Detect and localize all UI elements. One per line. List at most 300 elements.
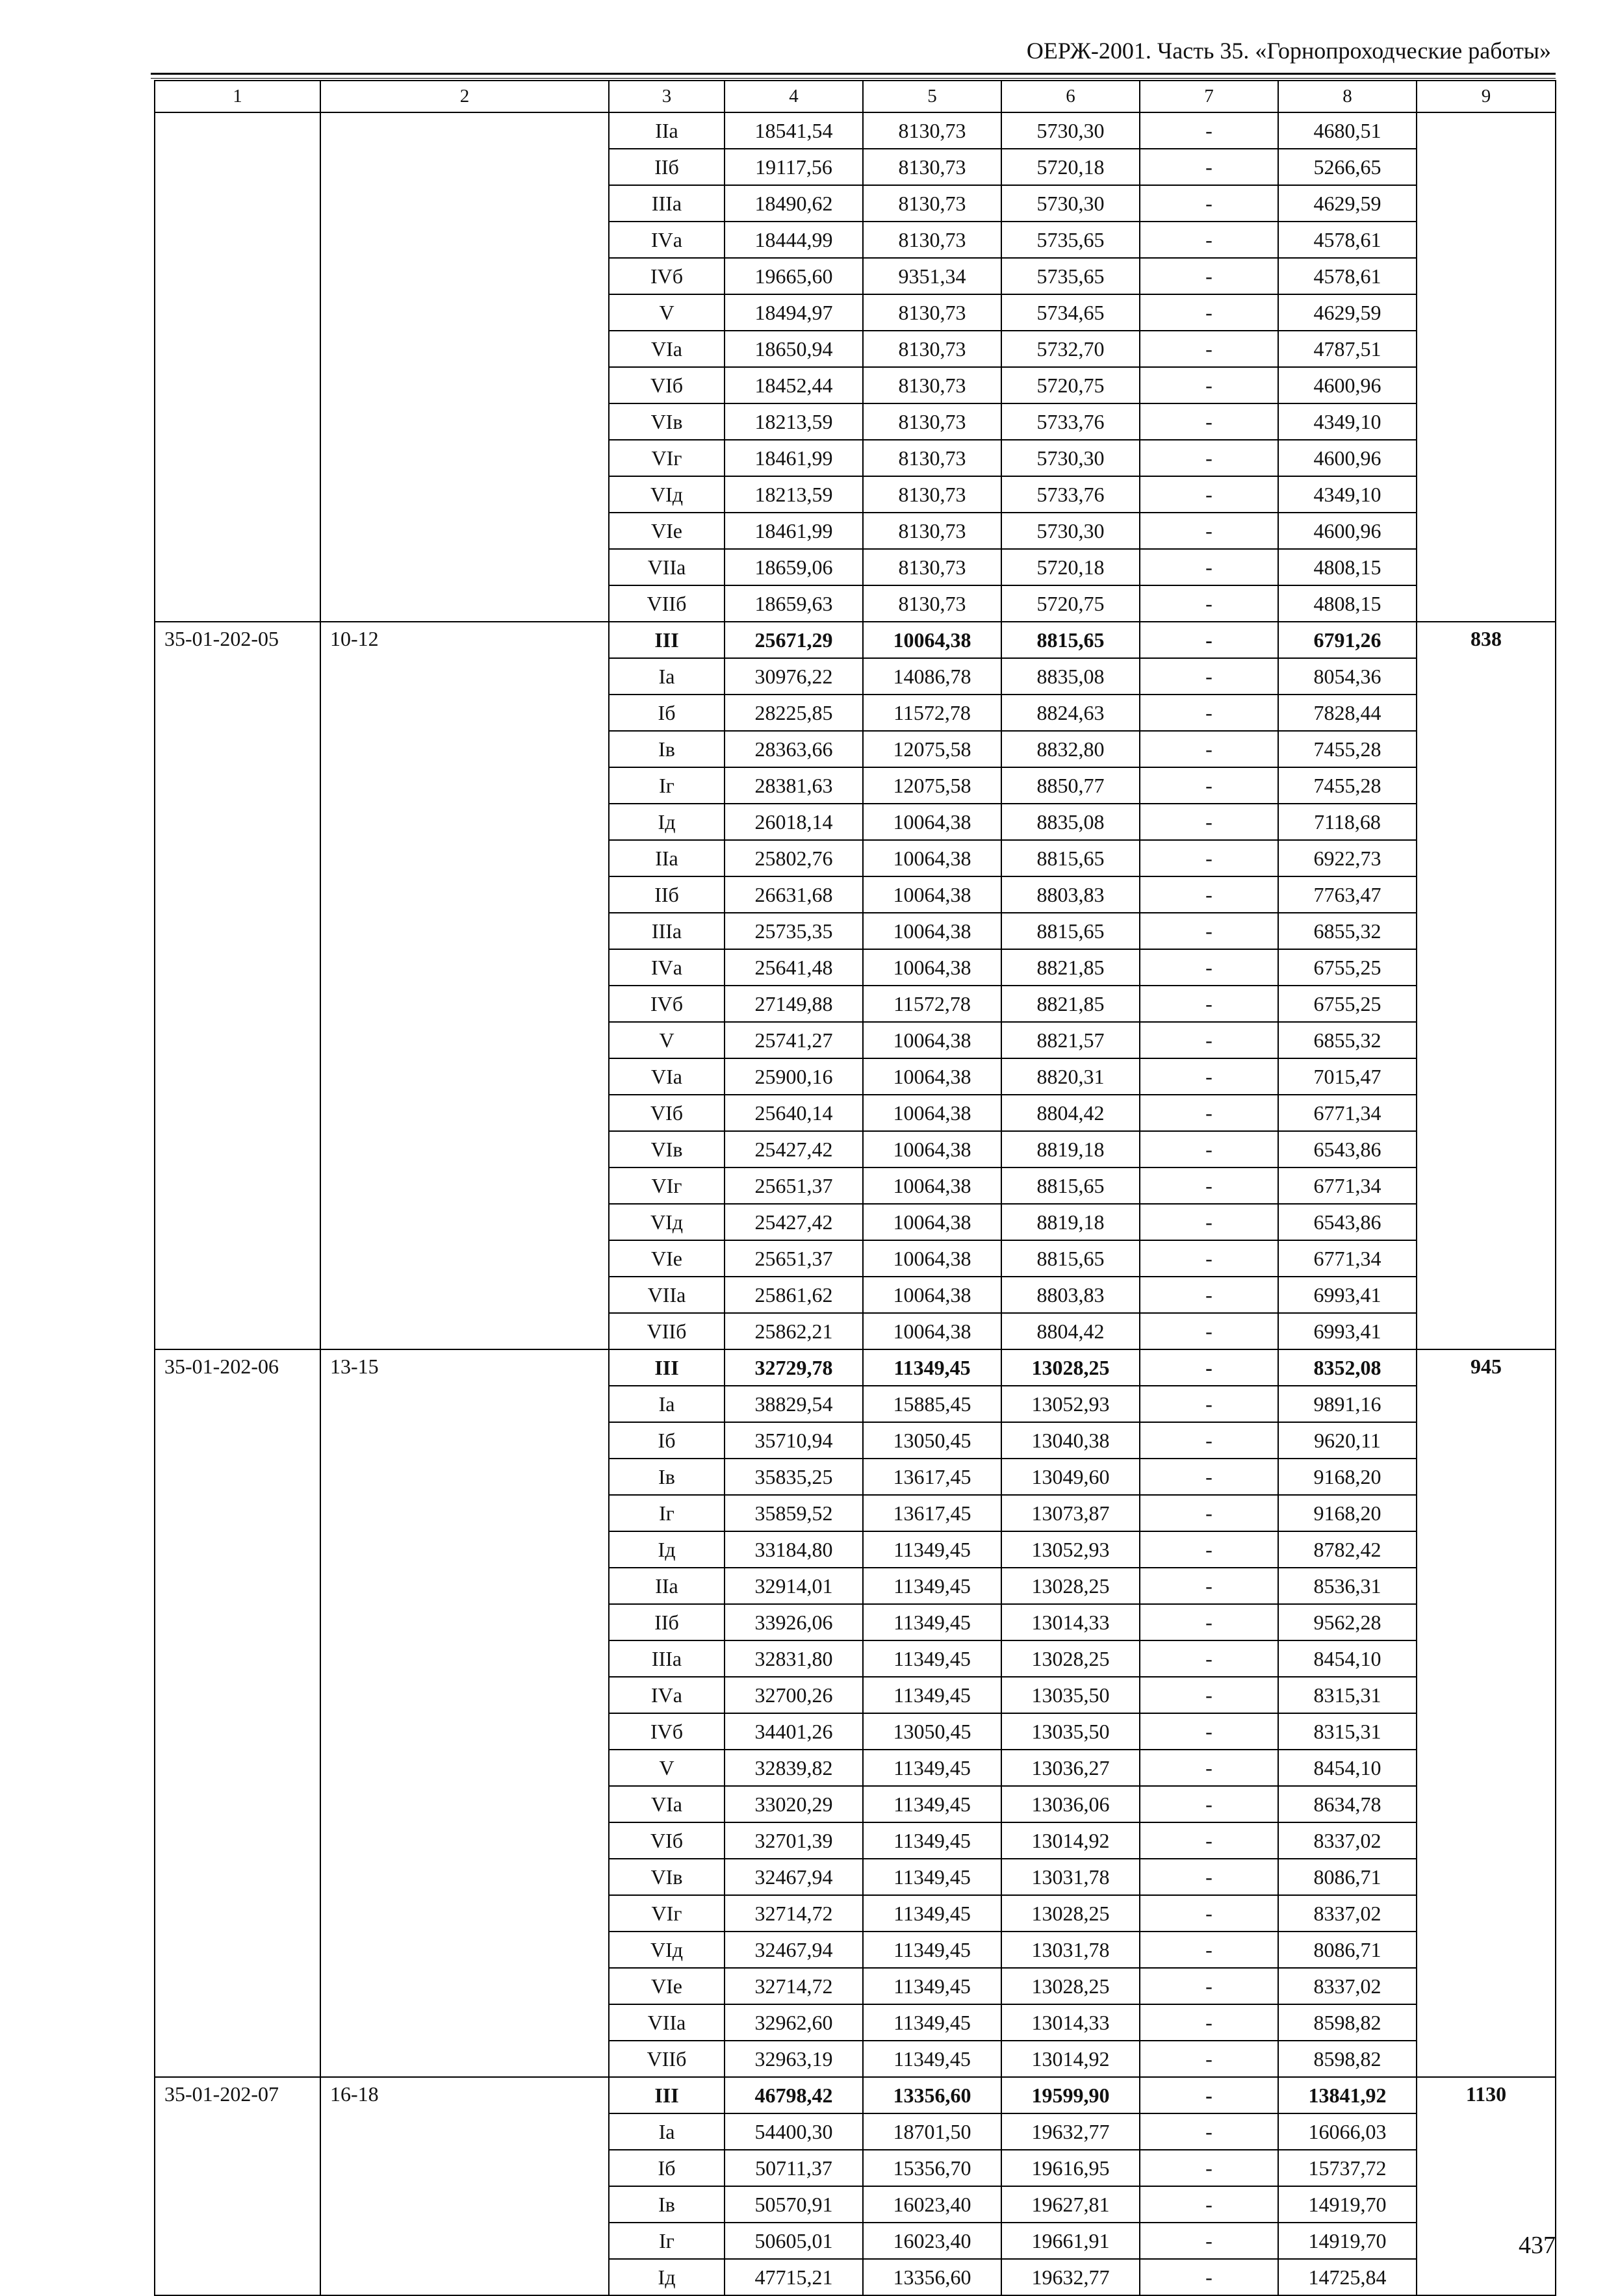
materials-cell: 8315,31 xyxy=(1278,1713,1417,1750)
category-cell: VIIб xyxy=(609,585,725,622)
total-cost-cell: 32831,80 xyxy=(725,1640,863,1677)
driver-wages-cell: - xyxy=(1140,1386,1278,1422)
machines-cell: 13028,25 xyxy=(1001,1349,1140,1386)
machines-cell: 8820,31 xyxy=(1001,1058,1140,1095)
category-cell: IIб xyxy=(609,1604,725,1640)
machines-cell: 8804,42 xyxy=(1001,1313,1140,1349)
wages-cell: 11349,45 xyxy=(863,1895,1001,1932)
total-cost-cell: 32839,82 xyxy=(725,1750,863,1786)
category-cell: IVб xyxy=(609,1713,725,1750)
machines-cell: 19632,77 xyxy=(1001,2113,1140,2150)
wages-cell: 11349,45 xyxy=(863,1750,1001,1786)
wages-cell: 11349,45 xyxy=(863,1859,1001,1895)
materials-cell: 8598,82 xyxy=(1278,2041,1417,2077)
total-cost-cell: 32962,60 xyxy=(725,2004,863,2041)
category-cell: VIг xyxy=(609,1895,725,1932)
category-cell: VIIб xyxy=(609,1313,725,1349)
column-number-row xyxy=(155,81,1556,112)
machines-cell: 8819,18 xyxy=(1001,1204,1140,1240)
materials-cell: 7118,68 xyxy=(1278,804,1417,840)
wages-cell: 11349,45 xyxy=(863,2004,1001,2041)
machines-cell: 5720,18 xyxy=(1001,149,1140,185)
category-cell: III xyxy=(609,622,725,658)
machines-cell: 13014,92 xyxy=(1001,1822,1140,1859)
wages-cell: 16023,40 xyxy=(863,2223,1001,2259)
materials-cell: 8454,10 xyxy=(1278,1750,1417,1786)
machines-cell: 8815,65 xyxy=(1001,1240,1140,1277)
driver-wages-cell: - xyxy=(1140,1859,1278,1895)
total-cost-cell: 18452,44 xyxy=(725,367,863,403)
driver-wages-cell: - xyxy=(1140,294,1278,331)
materials-cell: 6771,34 xyxy=(1278,1167,1417,1204)
machines-cell: 13014,92 xyxy=(1001,2041,1140,2077)
category-cell: VIд xyxy=(609,476,725,513)
driver-wages-cell: - xyxy=(1140,1022,1278,1058)
total-cost-cell: 25735,35 xyxy=(725,913,863,949)
driver-wages-cell: - xyxy=(1140,1531,1278,1568)
total-cost-cell: 18659,06 xyxy=(725,549,863,585)
category-cell: Iб xyxy=(609,2150,725,2186)
category-cell: VIб xyxy=(609,1095,725,1131)
materials-cell: 8054,36 xyxy=(1278,658,1417,695)
driver-wages-cell: - xyxy=(1140,731,1278,767)
machines-cell: 13028,25 xyxy=(1001,1640,1140,1677)
machines-cell: 13052,93 xyxy=(1001,1531,1140,1568)
price-table xyxy=(154,80,1556,2296)
wages-cell: 12075,58 xyxy=(863,767,1001,804)
driver-wages-cell: - xyxy=(1140,1786,1278,1822)
machines-cell: 5730,30 xyxy=(1001,185,1140,222)
driver-wages-cell: - xyxy=(1140,1204,1278,1240)
machines-cell: 8835,08 xyxy=(1001,658,1140,695)
wages-cell: 8130,73 xyxy=(863,403,1001,440)
wages-cell: 8130,73 xyxy=(863,549,1001,585)
materials-cell: 6543,86 xyxy=(1278,1131,1417,1167)
wages-cell: 10064,38 xyxy=(863,913,1001,949)
category-cell: VIе xyxy=(609,1240,725,1277)
materials-cell: 8454,10 xyxy=(1278,1640,1417,1677)
materials-cell: 4680,51 xyxy=(1278,112,1417,149)
total-cost-cell: 50605,01 xyxy=(725,2223,863,2259)
materials-cell: 8086,71 xyxy=(1278,1932,1417,1968)
machines-cell: 13036,06 xyxy=(1001,1786,1140,1822)
materials-cell: 4808,15 xyxy=(1278,549,1417,585)
machines-cell: 8803,83 xyxy=(1001,876,1140,913)
machines-cell: 13036,27 xyxy=(1001,1750,1140,1786)
driver-wages-cell: - xyxy=(1140,1495,1278,1531)
machines-cell: 19632,77 xyxy=(1001,2259,1140,2295)
driver-wages-cell: - xyxy=(1140,840,1278,876)
machines-cell: 5734,65 xyxy=(1001,294,1140,331)
driver-wages-cell: - xyxy=(1140,258,1278,294)
rate-code-cell xyxy=(155,112,320,622)
category-cell: V xyxy=(609,1750,725,1786)
labor-cost-cell: 1130 xyxy=(1417,2077,1556,2295)
total-cost-cell: 18659,63 xyxy=(725,585,863,622)
wages-cell: 11349,45 xyxy=(863,1531,1001,1568)
category-cell: VIд xyxy=(609,1204,725,1240)
column-number: 8 xyxy=(1278,81,1417,112)
total-cost-cell: 32714,72 xyxy=(725,1895,863,1932)
labor-cost-cell xyxy=(1417,112,1556,622)
category-cell: VIа xyxy=(609,1786,725,1822)
machines-cell: 13040,38 xyxy=(1001,1422,1140,1459)
machines-cell: 8803,83 xyxy=(1001,1277,1140,1313)
category-cell: III xyxy=(609,2077,725,2113)
total-cost-cell: 25862,21 xyxy=(725,1313,863,1349)
driver-wages-cell: - xyxy=(1140,1167,1278,1204)
column-number: 7 xyxy=(1140,81,1278,112)
table-body xyxy=(155,81,1556,2295)
labor-cost-cell: 945 xyxy=(1417,1349,1556,2077)
category-cell: IVб xyxy=(609,258,725,294)
materials-cell: 4349,10 xyxy=(1278,476,1417,513)
column-number: 3 xyxy=(609,81,725,112)
table-row xyxy=(155,1349,1556,1386)
machines-cell: 5735,65 xyxy=(1001,222,1140,258)
labor-cost-cell: 838 xyxy=(1417,622,1556,1349)
total-cost-cell: 32714,72 xyxy=(725,1968,863,2004)
materials-cell: 15737,72 xyxy=(1278,2150,1417,2186)
column-number: 4 xyxy=(725,81,863,112)
wages-cell: 13356,60 xyxy=(863,2259,1001,2295)
rate-code-cell: 35-01-202-05 xyxy=(155,622,320,1349)
wages-cell: 15356,70 xyxy=(863,2150,1001,2186)
page-number: 437 xyxy=(1519,2232,1556,2259)
category-cell: IIа xyxy=(609,112,725,149)
category-cell: IIа xyxy=(609,1568,725,1604)
category-cell: III xyxy=(609,1349,725,1386)
wages-cell: 10064,38 xyxy=(863,1058,1001,1095)
driver-wages-cell: - xyxy=(1140,222,1278,258)
machines-cell: 19599,90 xyxy=(1001,2077,1140,2113)
materials-cell: 7455,28 xyxy=(1278,731,1417,767)
category-cell: Iд xyxy=(609,1531,725,1568)
materials-cell: 9168,20 xyxy=(1278,1495,1417,1531)
driver-wages-cell: - xyxy=(1140,367,1278,403)
category-cell: VIа xyxy=(609,331,725,367)
category-cell: VIв xyxy=(609,1131,725,1167)
machines-cell: 8850,77 xyxy=(1001,767,1140,804)
category-cell: VIб xyxy=(609,367,725,403)
machines-cell: 13028,25 xyxy=(1001,1568,1140,1604)
category-cell: VIIб xyxy=(609,2041,725,2077)
wages-cell: 10064,38 xyxy=(863,1131,1001,1167)
wages-cell: 11349,45 xyxy=(863,1822,1001,1859)
wages-cell: 10064,38 xyxy=(863,622,1001,658)
wages-cell: 10064,38 xyxy=(863,949,1001,986)
driver-wages-cell: - xyxy=(1140,1750,1278,1786)
driver-wages-cell: - xyxy=(1140,1640,1278,1677)
total-cost-cell: 28363,66 xyxy=(725,731,863,767)
category-cell: VIIа xyxy=(609,1277,725,1313)
category-cell: IIIа xyxy=(609,1640,725,1677)
wages-cell: 10064,38 xyxy=(863,1022,1001,1058)
materials-cell: 16066,03 xyxy=(1278,2113,1417,2150)
materials-cell: 7763,47 xyxy=(1278,876,1417,913)
materials-cell: 5266,65 xyxy=(1278,149,1417,185)
total-cost-cell: 32700,26 xyxy=(725,1677,863,1713)
wages-cell: 13050,45 xyxy=(863,1422,1001,1459)
driver-wages-cell: - xyxy=(1140,1568,1278,1604)
machines-cell: 13073,87 xyxy=(1001,1495,1140,1531)
materials-cell: 14725,84 xyxy=(1278,2259,1417,2295)
wages-cell: 13050,45 xyxy=(863,1713,1001,1750)
machines-cell: 5720,75 xyxy=(1001,367,1140,403)
category-cell: IVб xyxy=(609,986,725,1022)
machines-cell: 8821,85 xyxy=(1001,986,1140,1022)
materials-cell: 9562,28 xyxy=(1278,1604,1417,1640)
materials-cell: 4578,61 xyxy=(1278,258,1417,294)
category-cell: VIе xyxy=(609,513,725,549)
category-cell: IIа xyxy=(609,840,725,876)
wages-cell: 8130,73 xyxy=(863,585,1001,622)
driver-wages-cell: - xyxy=(1140,2150,1278,2186)
category-cell: IIIа xyxy=(609,913,725,949)
category-cell: IIб xyxy=(609,876,725,913)
total-cost-cell: 25741,27 xyxy=(725,1022,863,1058)
wages-cell: 10064,38 xyxy=(863,1277,1001,1313)
driver-wages-cell: - xyxy=(1140,1932,1278,1968)
materials-cell: 4629,59 xyxy=(1278,185,1417,222)
materials-cell: 8352,08 xyxy=(1278,1349,1417,1386)
materials-cell: 6771,34 xyxy=(1278,1240,1417,1277)
wages-cell: 11349,45 xyxy=(863,1968,1001,2004)
materials-cell: 8634,78 xyxy=(1278,1786,1417,1822)
category-cell: VIе xyxy=(609,1968,725,2004)
category-cell: Iб xyxy=(609,695,725,731)
machines-cell: 5730,30 xyxy=(1001,440,1140,476)
category-cell: IIб xyxy=(609,149,725,185)
machines-cell: 8821,85 xyxy=(1001,949,1140,986)
category-cell: VIIа xyxy=(609,549,725,585)
wages-cell: 8130,73 xyxy=(863,222,1001,258)
driver-wages-cell: - xyxy=(1140,1277,1278,1313)
total-cost-cell: 33184,80 xyxy=(725,1531,863,1568)
driver-wages-cell: - xyxy=(1140,1822,1278,1859)
total-cost-cell: 50570,91 xyxy=(725,2186,863,2223)
total-cost-cell: 18541,54 xyxy=(725,112,863,149)
wages-cell: 10064,38 xyxy=(863,876,1001,913)
total-cost-cell: 18494,97 xyxy=(725,294,863,331)
total-cost-cell: 33020,29 xyxy=(725,1786,863,1822)
total-cost-cell: 25427,42 xyxy=(725,1204,863,1240)
machines-cell: 19616,95 xyxy=(1001,2150,1140,2186)
category-cell: VIIа xyxy=(609,2004,725,2041)
total-cost-cell: 25651,37 xyxy=(725,1167,863,1204)
category-cell: Iв xyxy=(609,731,725,767)
wages-cell: 8130,73 xyxy=(863,476,1001,513)
machines-cell: 13028,25 xyxy=(1001,1895,1140,1932)
machines-cell: 5730,30 xyxy=(1001,513,1140,549)
wages-cell: 10064,38 xyxy=(863,1167,1001,1204)
driver-wages-cell: - xyxy=(1140,1968,1278,2004)
total-cost-cell: 18444,99 xyxy=(725,222,863,258)
machines-cell: 13035,50 xyxy=(1001,1713,1140,1750)
wages-cell: 8130,73 xyxy=(863,331,1001,367)
driver-wages-cell: - xyxy=(1140,476,1278,513)
materials-cell: 4600,96 xyxy=(1278,367,1417,403)
category-cell: Iа xyxy=(609,658,725,695)
wages-cell: 10064,38 xyxy=(863,1313,1001,1349)
total-cost-cell: 33926,06 xyxy=(725,1604,863,1640)
materials-cell: 6922,73 xyxy=(1278,840,1417,876)
category-cell: VIа xyxy=(609,1058,725,1095)
wages-cell: 11349,45 xyxy=(863,1568,1001,1604)
total-cost-cell: 25802,76 xyxy=(725,840,863,876)
driver-wages-cell: - xyxy=(1140,1313,1278,1349)
total-cost-cell: 35710,94 xyxy=(725,1422,863,1459)
total-cost-cell: 32467,94 xyxy=(725,1932,863,1968)
materials-cell: 7828,44 xyxy=(1278,695,1417,731)
wages-cell: 13356,60 xyxy=(863,2077,1001,2113)
total-cost-cell: 25640,14 xyxy=(725,1095,863,1131)
category-cell: VIв xyxy=(609,403,725,440)
wages-cell: 11349,45 xyxy=(863,1640,1001,1677)
driver-wages-cell: - xyxy=(1140,1240,1278,1277)
machines-cell: 13014,33 xyxy=(1001,1604,1140,1640)
total-cost-cell: 26018,14 xyxy=(725,804,863,840)
materials-cell: 8598,82 xyxy=(1278,2004,1417,2041)
wages-cell: 9351,34 xyxy=(863,258,1001,294)
driver-wages-cell: - xyxy=(1140,622,1278,658)
materials-cell: 8782,42 xyxy=(1278,1531,1417,1568)
driver-wages-cell: - xyxy=(1140,403,1278,440)
column-number: 6 xyxy=(1001,81,1140,112)
total-cost-cell: 38829,54 xyxy=(725,1386,863,1422)
materials-cell: 4600,96 xyxy=(1278,440,1417,476)
wages-cell: 10064,38 xyxy=(863,1204,1001,1240)
total-cost-cell: 34401,26 xyxy=(725,1713,863,1750)
wages-cell: 11349,45 xyxy=(863,1349,1001,1386)
category-cell: Iв xyxy=(609,1459,725,1495)
machines-cell: 8815,65 xyxy=(1001,1167,1140,1204)
category-cell: VIд xyxy=(609,1932,725,1968)
materials-cell: 6755,25 xyxy=(1278,949,1417,986)
wages-cell: 12075,58 xyxy=(863,731,1001,767)
column-number: 2 xyxy=(320,81,609,112)
materials-cell: 6755,25 xyxy=(1278,986,1417,1022)
driver-wages-cell: - xyxy=(1140,876,1278,913)
driver-wages-cell: - xyxy=(1140,1422,1278,1459)
driver-wages-cell: - xyxy=(1140,2186,1278,2223)
materials-cell: 6771,34 xyxy=(1278,1095,1417,1131)
total-cost-cell: 35859,52 xyxy=(725,1495,863,1531)
total-cost-cell: 47715,21 xyxy=(725,2259,863,2295)
driver-wages-cell: - xyxy=(1140,1895,1278,1932)
total-cost-cell: 26631,68 xyxy=(725,876,863,913)
driver-wages-cell: - xyxy=(1140,2223,1278,2259)
driver-wages-cell: - xyxy=(1140,804,1278,840)
total-cost-cell: 25861,62 xyxy=(725,1277,863,1313)
total-cost-cell: 46798,42 xyxy=(725,2077,863,2113)
driver-wages-cell: - xyxy=(1140,440,1278,476)
materials-cell: 8536,31 xyxy=(1278,1568,1417,1604)
materials-cell: 8337,02 xyxy=(1278,1822,1417,1859)
materials-cell: 4600,96 xyxy=(1278,513,1417,549)
total-cost-cell: 32467,94 xyxy=(725,1859,863,1895)
wages-cell: 11349,45 xyxy=(863,2041,1001,2077)
category-cell: VIв xyxy=(609,1859,725,1895)
driver-wages-cell: - xyxy=(1140,585,1278,622)
table-row xyxy=(155,2077,1556,2113)
machines-cell: 19627,81 xyxy=(1001,2186,1140,2223)
total-cost-cell: 18213,59 xyxy=(725,403,863,440)
wages-cell: 10064,38 xyxy=(863,1240,1001,1277)
wages-cell: 11572,78 xyxy=(863,695,1001,731)
category-cell: VIг xyxy=(609,1167,725,1204)
wages-cell: 8130,73 xyxy=(863,112,1001,149)
category-cell: IIIа xyxy=(609,185,725,222)
wages-cell: 10064,38 xyxy=(863,840,1001,876)
header-rule-thin xyxy=(151,78,1556,79)
wages-cell: 10064,38 xyxy=(863,1095,1001,1131)
driver-wages-cell: - xyxy=(1140,112,1278,149)
driver-wages-cell: - xyxy=(1140,1459,1278,1495)
category-cell: IVа xyxy=(609,949,725,986)
driver-wages-cell: - xyxy=(1140,986,1278,1022)
wages-cell: 11349,45 xyxy=(863,1677,1001,1713)
total-cost-cell: 25641,48 xyxy=(725,949,863,986)
materials-cell: 7015,47 xyxy=(1278,1058,1417,1095)
total-cost-cell: 54400,30 xyxy=(725,2113,863,2150)
total-cost-cell: 30976,22 xyxy=(725,658,863,695)
total-cost-cell: 28381,63 xyxy=(725,767,863,804)
machines-cell: 8819,18 xyxy=(1001,1131,1140,1167)
column-number: 5 xyxy=(863,81,1001,112)
wages-cell: 11349,45 xyxy=(863,1604,1001,1640)
driver-wages-cell: - xyxy=(1140,2259,1278,2295)
materials-cell: 14919,70 xyxy=(1278,2186,1417,2223)
materials-cell: 6993,41 xyxy=(1278,1313,1417,1349)
category-cell: Iд xyxy=(609,804,725,840)
wages-cell: 13617,45 xyxy=(863,1459,1001,1495)
total-cost-cell: 19665,60 xyxy=(725,258,863,294)
materials-cell: 14919,70 xyxy=(1278,2223,1417,2259)
wages-cell: 8130,73 xyxy=(863,294,1001,331)
wages-cell: 8130,73 xyxy=(863,513,1001,549)
driver-wages-cell: - xyxy=(1140,658,1278,695)
wages-cell: 18701,50 xyxy=(863,2113,1001,2150)
driver-wages-cell: - xyxy=(1140,1713,1278,1750)
driver-wages-cell: - xyxy=(1140,695,1278,731)
total-cost-cell: 50711,37 xyxy=(725,2150,863,2186)
category-cell: Iб xyxy=(609,1422,725,1459)
materials-cell: 13841,92 xyxy=(1278,2077,1417,2113)
materials-cell: 4787,51 xyxy=(1278,331,1417,367)
driver-wages-cell: - xyxy=(1140,1604,1278,1640)
driver-wages-cell: - xyxy=(1140,513,1278,549)
machines-cell: 5733,76 xyxy=(1001,403,1140,440)
machines-cell: 5733,76 xyxy=(1001,476,1140,513)
size-range-cell: 10-12 xyxy=(320,622,609,1349)
machines-cell: 5735,65 xyxy=(1001,258,1140,294)
materials-cell: 4349,10 xyxy=(1278,403,1417,440)
size-range-cell: 13-15 xyxy=(320,1349,609,2077)
machines-cell: 8804,42 xyxy=(1001,1095,1140,1131)
driver-wages-cell: - xyxy=(1140,549,1278,585)
category-cell: Iа xyxy=(609,2113,725,2150)
materials-cell: 6791,26 xyxy=(1278,622,1417,658)
category-cell: Iг xyxy=(609,767,725,804)
total-cost-cell: 28225,85 xyxy=(725,695,863,731)
driver-wages-cell: - xyxy=(1140,767,1278,804)
category-cell: Iа xyxy=(609,1386,725,1422)
total-cost-cell: 27149,88 xyxy=(725,986,863,1022)
materials-cell: 9168,20 xyxy=(1278,1459,1417,1495)
total-cost-cell: 18461,99 xyxy=(725,513,863,549)
driver-wages-cell: - xyxy=(1140,913,1278,949)
